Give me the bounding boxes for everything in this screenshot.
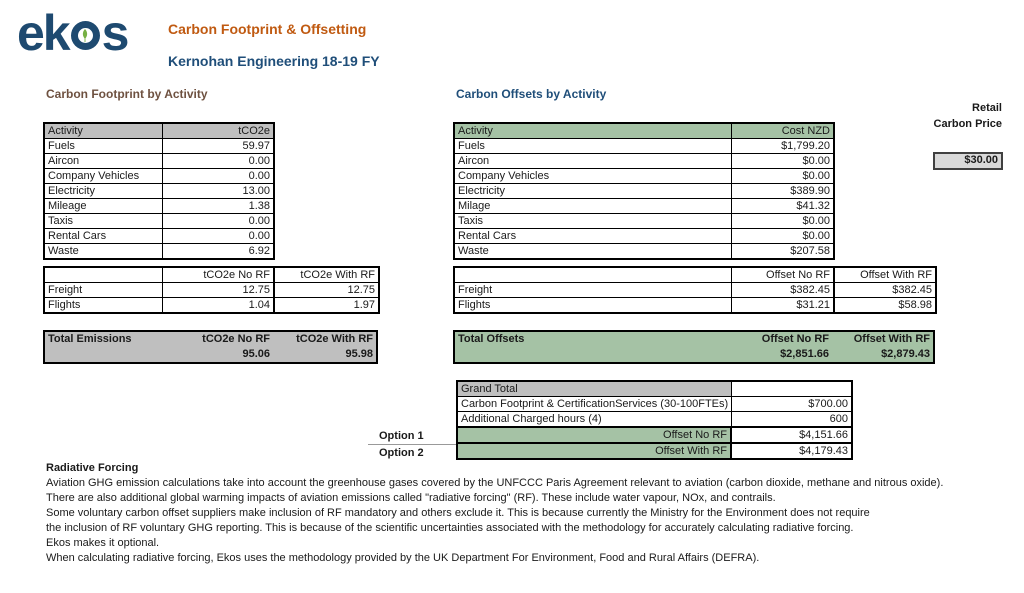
cell-activity: Flights <box>454 298 731 314</box>
cell-activity: Aircon <box>44 154 162 169</box>
notes-line: There are also additional global warming impacts of aviation emissions called "radiative forcing" (RF). These include water vapour, NOx, and contrails. <box>46 492 776 504</box>
cell-value: 13.00 <box>162 184 274 199</box>
cell-no-rf: $382.45 <box>731 283 834 298</box>
cell-no-rf: $31.21 <box>731 298 834 314</box>
cell-activity: Freight <box>44 283 162 298</box>
table-subheader-row <box>44 267 379 283</box>
cell-value: $41.32 <box>731 199 834 214</box>
empty-cell <box>44 267 162 283</box>
total-values-row <box>45 347 376 362</box>
footprint-section-title: Carbon Footprint by Activity <box>46 87 208 101</box>
cell-activity: Milage <box>454 199 731 214</box>
cell-value: $0.00 <box>731 169 834 184</box>
cell-activity: Flights <box>44 298 162 314</box>
cell-value: $0.00 <box>731 229 834 244</box>
table-header-row <box>44 123 274 139</box>
table-row <box>454 214 834 229</box>
cell-with-rf: $382.45 <box>834 283 936 298</box>
table-row <box>44 229 274 244</box>
option1-row <box>457 427 852 443</box>
service-label: Carbon Footprint & CertificationServices (30-100FTEs) <box>457 397 731 412</box>
retail-carbon-price-label <box>902 100 1002 132</box>
total-emissions-label: Total Emissions <box>48 333 132 345</box>
table-row <box>44 184 274 199</box>
total-col-no-rf: tCO2e No RF <box>202 333 270 345</box>
retail-carbon-price-value: $30.00 <box>933 152 1003 170</box>
cell-with-rf: 1.97 <box>274 298 379 314</box>
cell-value: 0.00 <box>162 169 274 184</box>
cell-activity: Waste <box>44 244 162 260</box>
ekos-logo <box>17 5 128 61</box>
cell-value: 6.92 <box>162 244 274 260</box>
option1-tag: Option 1 <box>368 429 456 445</box>
footprint-col-value: tCO2e <box>162 123 274 139</box>
total-with-rf-value: $2,879.43 <box>881 348 930 360</box>
cell-activity: Electricity <box>454 184 731 199</box>
notes-line: Some voluntary carbon offset suppliers make inclusion of RF mandatory and others exclude it. This is because currently the Ministry for the Environment does not require <box>46 507 870 519</box>
option2-row <box>457 443 852 459</box>
table-row <box>454 298 936 314</box>
footprint-col-no-rf: tCO2e No RF <box>162 267 274 283</box>
total-offsets-label: Total Offsets <box>458 333 525 345</box>
footprint-table <box>43 122 275 260</box>
leaf-glyph-icon <box>81 28 90 42</box>
table-row <box>454 154 834 169</box>
cell-value: 1.38 <box>162 199 274 214</box>
notes-line: Ekos makes it optional. <box>46 537 160 549</box>
notes-line: When calculating radiative forcing, Ekos uses the methodology provided by the UK Department For Environment, Food and Rural Affairs (DEFRA). <box>46 552 760 564</box>
offsets-rf-table <box>453 266 937 314</box>
table-row <box>454 184 834 199</box>
table-row <box>44 169 274 184</box>
offsets-col-value: Cost NZD <box>731 123 834 139</box>
option1-label: Offset No RF <box>457 427 731 443</box>
table-row <box>454 244 834 260</box>
cell-value: 0.00 <box>162 214 274 229</box>
hours-label: Additional Charged hours (4) <box>457 412 731 428</box>
table-row <box>457 412 852 428</box>
cell-value: 0.00 <box>162 154 274 169</box>
cell-activity: Freight <box>454 283 731 298</box>
total-no-rf-value: $2,851.66 <box>780 348 829 360</box>
empty-cell <box>454 267 731 283</box>
cell-activity: Mileage <box>44 199 162 214</box>
cell-activity: Taxis <box>44 214 162 229</box>
cell-activity: Fuels <box>454 139 731 154</box>
notes-line: Aviation GHG emission calculations take into account the greenhouse gases covered by the UNFCCC Paris Agreement relevant to aviation (carbon dioxide, methane and nitrous oxide). <box>46 477 944 489</box>
notes-line: the inclusion of RF voluntary GHG reporting. This is because of the scientific uncertainties associated with the methodology for accurately calculating radiative forcing. <box>46 522 854 534</box>
service-value: $700.00 <box>731 397 852 412</box>
table-row <box>454 283 936 298</box>
cell-value: $1,799.20 <box>731 139 834 154</box>
cell-value: 59.97 <box>162 139 274 154</box>
option2-value: $4,179.43 <box>731 443 852 459</box>
retail-label-line2: Carbon Price <box>933 118 1002 130</box>
total-offsets-block <box>453 330 935 364</box>
option1-value: $4,151.66 <box>731 427 852 443</box>
offsets-col-activity: Activity <box>454 123 731 139</box>
table-row <box>44 199 274 214</box>
cell-value: $0.00 <box>731 214 834 229</box>
notes-heading: Radiative Forcing <box>46 462 139 474</box>
page-title: Carbon Footprint & Offsetting <box>168 21 367 37</box>
footprint-col-with-rf: tCO2e With RF <box>274 267 379 283</box>
total-with-rf-value: 95.98 <box>345 348 373 360</box>
offsets-section-title: Carbon Offsets by Activity <box>456 87 607 101</box>
cell-value: $207.58 <box>731 244 834 260</box>
option2-label: Offset With RF <box>457 443 731 459</box>
cell-activity: Waste <box>454 244 731 260</box>
logo-text-ek: ek <box>17 5 69 61</box>
cell-activity: Aircon <box>454 154 731 169</box>
total-col-with-rf: tCO2e With RF <box>296 333 373 345</box>
cell-activity: Rental Cars <box>454 229 731 244</box>
cell-with-rf: 12.75 <box>274 283 379 298</box>
cell-activity: Fuels <box>44 139 162 154</box>
table-row <box>44 244 274 260</box>
empty-cell <box>45 347 162 362</box>
total-emissions-block <box>43 330 378 364</box>
footprint-rf-table <box>43 266 380 314</box>
total-values-row <box>455 347 933 362</box>
grand-total-title: Grand Total <box>457 381 731 397</box>
table-header-row <box>454 123 834 139</box>
cell-no-rf: 12.75 <box>162 283 274 298</box>
table-row <box>44 154 274 169</box>
table-row <box>44 283 379 298</box>
total-col-no-rf: Offset No RF <box>761 333 829 345</box>
page-subtitle: Kernohan Engineering 18-19 FY <box>168 53 380 69</box>
table-row <box>44 214 274 229</box>
offsets-col-with-rf: Offset With RF <box>834 267 936 283</box>
cell-activity: Taxis <box>454 214 731 229</box>
cell-value: 0.00 <box>162 229 274 244</box>
cell-value: $389.90 <box>731 184 834 199</box>
total-no-rf-value: 95.06 <box>242 348 270 360</box>
table-row <box>44 298 379 314</box>
offsets-table <box>453 122 835 260</box>
hours-value: 600 <box>731 412 852 428</box>
table-row <box>454 229 834 244</box>
radiative-forcing-notes <box>46 461 1016 566</box>
table-row <box>454 139 834 154</box>
total-col-with-rf: Offset With RF <box>853 333 930 345</box>
logo-text-s: s <box>101 5 128 61</box>
table-row <box>44 139 274 154</box>
leaf-icon <box>71 21 100 50</box>
cell-activity: Company Vehicles <box>44 169 162 184</box>
cell-activity: Rental Cars <box>44 229 162 244</box>
total-header-row <box>455 332 933 347</box>
option2-tag: Option 2 <box>379 447 424 459</box>
empty-cell <box>731 381 852 397</box>
cell-activity: Company Vehicles <box>454 169 731 184</box>
grand-total-header-row <box>457 381 852 397</box>
table-row <box>457 397 852 412</box>
empty-cell <box>455 347 731 362</box>
cell-activity: Electricity <box>44 184 162 199</box>
offsets-col-no-rf: Offset No RF <box>731 267 834 283</box>
table-row <box>454 199 834 214</box>
table-row <box>454 169 834 184</box>
total-header-row <box>45 332 376 347</box>
cell-with-rf: $58.98 <box>834 298 936 314</box>
grand-total-table <box>456 380 853 460</box>
footprint-col-activity: Activity <box>44 123 162 139</box>
table-subheader-row <box>454 267 936 283</box>
cell-no-rf: 1.04 <box>162 298 274 314</box>
retail-label-line1: Retail <box>972 102 1002 114</box>
cell-value: $0.00 <box>731 154 834 169</box>
